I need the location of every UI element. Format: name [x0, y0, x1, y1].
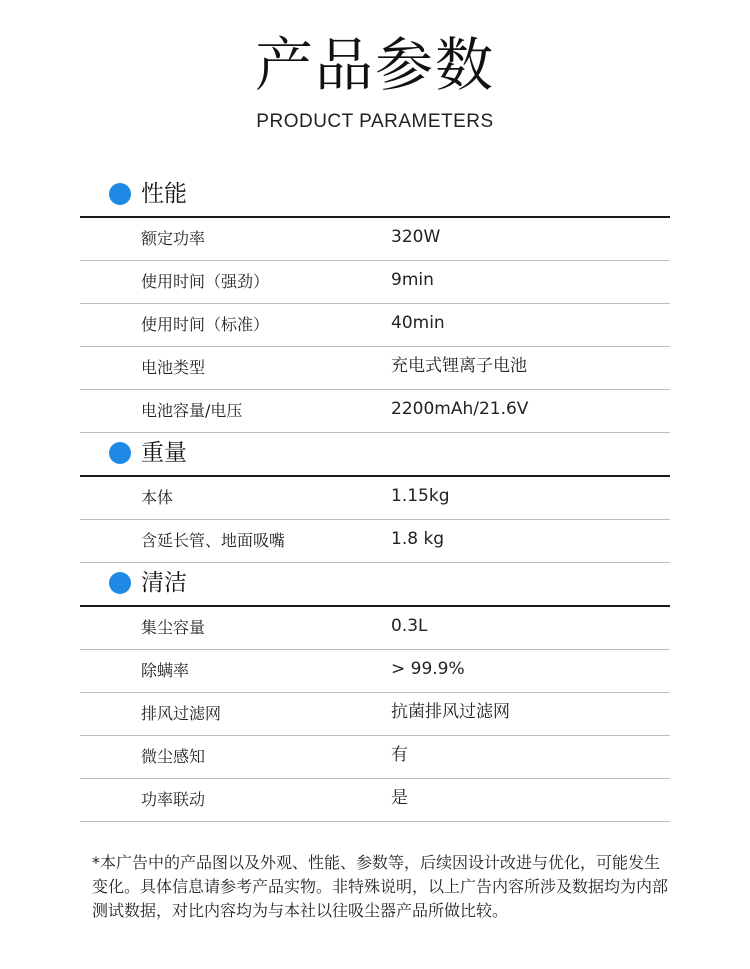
spec-value: 充电式锂离子电池: [391, 356, 527, 376]
spec-label: 含延长管、地面吸嘴: [141, 531, 286, 550]
bullet-dot-icon: [109, 572, 131, 594]
section-title: 性能: [141, 181, 187, 207]
spec-value: 320W: [391, 227, 441, 247]
spec-row: [80, 390, 670, 433]
spec-label: 额定功率: [141, 229, 206, 248]
spec-label: 本体: [141, 488, 174, 507]
spec-value: 是: [391, 788, 408, 808]
spec-value: 1.15kg: [391, 486, 450, 506]
spec-row: [80, 218, 670, 261]
spec-label: 电池类型: [141, 358, 206, 377]
spec-row: [80, 477, 670, 520]
section-title: 重量: [141, 440, 187, 466]
spec-table: [80, 174, 670, 822]
section-header-cleaning: [80, 563, 670, 607]
spec-row: [80, 736, 670, 779]
spec-label: 集尘容量: [141, 618, 206, 637]
spec-row: [80, 347, 670, 390]
page-title: 产品参数: [254, 31, 495, 99]
section-header-performance: [80, 174, 670, 218]
spec-value: 40min: [391, 313, 445, 333]
spec-label: 电池容量/电压: [141, 401, 243, 420]
spec-row: [80, 261, 670, 304]
spec-value: 0.3L: [391, 616, 428, 636]
spec-label: 使用时间（标准）: [141, 315, 270, 334]
spec-label: 使用时间（强劲）: [141, 272, 270, 291]
spec-value: 抗菌排风过滤网: [391, 702, 510, 722]
spec-row: [80, 693, 670, 736]
bullet-dot-icon: [109, 183, 131, 205]
spec-value: 2200mAh/21.6V: [391, 399, 529, 419]
spec-row: [80, 650, 670, 693]
spec-row: [80, 304, 670, 347]
spec-value: 1.8 kg: [391, 529, 445, 549]
spec-label: 微尘感知: [141, 747, 206, 766]
disclaimer-footnote: *本广告中的产品图以及外观、性能、参数等，后续因设计改进与优化，可能发生变化。具体信息请参考产品实物。非特殊说明，以上广告内容所涉及数据均为内部测试数据，对比内容均为与本社以往吸尘器产品所做比较。: [92, 853, 669, 920]
spec-value: > 99.9%: [391, 659, 465, 679]
spec-label: 除螨率: [141, 661, 190, 680]
spec-row: [80, 779, 670, 822]
spec-value: 有: [391, 745, 408, 765]
bullet-dot-icon: [109, 442, 131, 464]
spec-row: [80, 520, 670, 563]
section-header-weight: [80, 433, 670, 477]
spec-label: 排风过滤网: [141, 704, 222, 723]
spec-label: 功率联动: [141, 790, 206, 809]
section-title: 清洁: [141, 570, 187, 596]
spec-value: 9min: [391, 270, 434, 290]
page-subtitle: PRODUCT PARAMETERS: [256, 111, 494, 132]
spec-row: [80, 607, 670, 650]
